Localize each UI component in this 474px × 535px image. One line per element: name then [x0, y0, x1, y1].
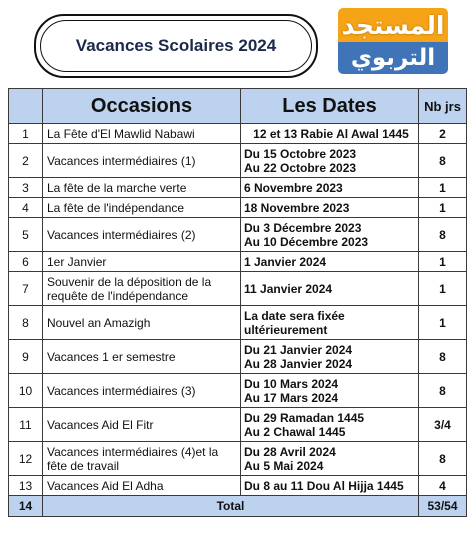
table-row [9, 252, 467, 272]
title-banner-inner [40, 20, 312, 72]
occasion-line1: Nouvel an Amazigh [47, 315, 151, 330]
title-banner [34, 14, 318, 78]
row-occasion [43, 374, 241, 408]
row-occasion [43, 476, 241, 496]
row-occasion [43, 442, 241, 476]
header-occasions: Occasions [43, 89, 241, 124]
row-nb-days: 4 [419, 476, 467, 496]
date-line2: Au 22 Octobre 2023 [244, 160, 357, 175]
header-nb-days: Nb jrs [419, 89, 467, 124]
date-line1: Du 8 au 11 Dou Al Hijja 1445 [244, 478, 404, 493]
occasion-line1: La fête de l'indépendance [47, 200, 185, 215]
row-date [241, 442, 419, 476]
date-line2: Au 2 Chawal 1445 [244, 424, 346, 439]
table-header-row [9, 89, 467, 124]
header-index [9, 89, 43, 124]
row-index: 4 [9, 198, 43, 218]
table-row [9, 306, 467, 340]
row-nb-days: 8 [419, 144, 467, 178]
row-index: 7 [9, 272, 43, 306]
row-nb-days: 2 [419, 124, 467, 144]
table-row [9, 218, 467, 252]
logo-top-band [338, 8, 448, 42]
date-line2: Au 28 Janvier 2024 [244, 356, 353, 371]
row-occasion [43, 178, 241, 198]
row-date [241, 124, 419, 144]
table-row [9, 442, 467, 476]
row-nb-days: 1 [419, 272, 467, 306]
row-occasion [43, 218, 241, 252]
date-line1: Du 21 Janvier 2024 [244, 342, 353, 357]
table-row [9, 178, 467, 198]
row-occasion [43, 272, 241, 306]
row-index: 2 [9, 144, 43, 178]
total-row [9, 496, 467, 517]
row-occasion [43, 124, 241, 144]
date-line1: Du 10 Mars 2024 [244, 376, 339, 391]
row-nb-days: 8 [419, 340, 467, 374]
total-label: Total [43, 496, 419, 517]
table-row [9, 144, 467, 178]
row-date [241, 272, 419, 306]
table-row [9, 340, 467, 374]
row-index: 5 [9, 218, 43, 252]
date-line1: Du 29 Ramadan 1445 [244, 410, 365, 425]
row-date [241, 144, 419, 178]
total-index: 14 [9, 496, 43, 517]
date-line1: Du 15 Octobre 2023 [244, 146, 357, 161]
row-index: 1 [9, 124, 43, 144]
logo-bottom-band [338, 42, 448, 74]
occasion-line1: Vacances intermédiaires (1) [47, 153, 196, 168]
date-line2: Au 5 Mai 2024 [244, 458, 324, 473]
occasion-line2: requête de l'indépendance [47, 288, 189, 303]
row-occasion [43, 408, 241, 442]
brand-logo [338, 8, 448, 78]
date-line1: Du 28 Avril 2024 [244, 444, 336, 459]
row-nb-days: 1 [419, 198, 467, 218]
occasion-line1: 1er Janvier [47, 254, 107, 269]
date-line1: 12 et 13 Rabie Al Awal 1445 [253, 126, 409, 141]
occasion-line1: Vacances intermédiaires (2) [47, 227, 196, 242]
occasion-line1: Vacances intermédiaires (4)et la [47, 444, 219, 459]
row-nb-days: 8 [419, 442, 467, 476]
logo-line1: المستجد [341, 10, 445, 40]
table-row [9, 476, 467, 496]
row-index: 11 [9, 408, 43, 442]
row-date [241, 218, 419, 252]
occasion-line2: fête de travail [47, 458, 120, 473]
row-nb-days: 3/4 [419, 408, 467, 442]
table-row [9, 408, 467, 442]
date-line2: Au 17 Mars 2024 [244, 390, 339, 405]
occasion-line1: Vacances 1 er semestre [47, 349, 176, 364]
table-row [9, 272, 467, 306]
date-line1: 6 Novembre 2023 [244, 180, 343, 195]
row-date [241, 252, 419, 272]
row-occasion [43, 144, 241, 178]
occasion-line1: Vacances Aid El Adha [47, 478, 164, 493]
date-line1: 1 Janvier 2024 [244, 254, 327, 269]
row-date [241, 306, 419, 340]
date-line2: Au 10 Décembre 2023 [244, 234, 369, 249]
row-index: 3 [9, 178, 43, 198]
date-line1: Du 3 Décembre 2023 [244, 220, 362, 235]
row-date [241, 178, 419, 198]
holidays-table [8, 88, 467, 517]
header-dates: Les Dates [241, 89, 419, 124]
date-line1: La date sera fixée [244, 308, 345, 323]
row-occasion [43, 306, 241, 340]
row-nb-days: 8 [419, 374, 467, 408]
row-nb-days: 1 [419, 178, 467, 198]
row-date [241, 340, 419, 374]
page-title: Vacances Scolaires 2024 [75, 36, 277, 55]
table-row [9, 124, 467, 144]
occasion-line1: La fête de la marche verte [47, 180, 187, 195]
row-occasion [43, 340, 241, 374]
row-index: 9 [9, 340, 43, 374]
row-index: 13 [9, 476, 43, 496]
occasion-line1: Souvenir de la déposition de la [47, 274, 212, 289]
row-nb-days: 8 [419, 218, 467, 252]
date-line1: 11 Janvier 2024 [244, 281, 333, 296]
date-line1: 18 Novembre 2023 [244, 200, 350, 215]
row-index: 10 [9, 374, 43, 408]
row-nb-days: 1 [419, 306, 467, 340]
row-index: 8 [9, 306, 43, 340]
occasion-line1: La Fête d'El Mawlid Nabawi [47, 126, 195, 141]
date-line2: ultérieurement [244, 322, 328, 337]
row-index: 6 [9, 252, 43, 272]
row-date [241, 408, 419, 442]
occasion-line1: Vacances Aid El Fitr [47, 417, 154, 432]
table-row [9, 374, 467, 408]
row-occasion [43, 198, 241, 218]
row-date [241, 198, 419, 218]
total-nb-days: 53/54 [419, 496, 467, 517]
row-date [241, 374, 419, 408]
row-nb-days: 1 [419, 252, 467, 272]
row-index: 12 [9, 442, 43, 476]
logo-line2: التربوي [350, 45, 436, 71]
occasion-line1: Vacances intermédiaires (3) [47, 383, 196, 398]
table-body [9, 124, 467, 496]
row-date [241, 476, 419, 496]
table-row [9, 198, 467, 218]
row-occasion [43, 252, 241, 272]
